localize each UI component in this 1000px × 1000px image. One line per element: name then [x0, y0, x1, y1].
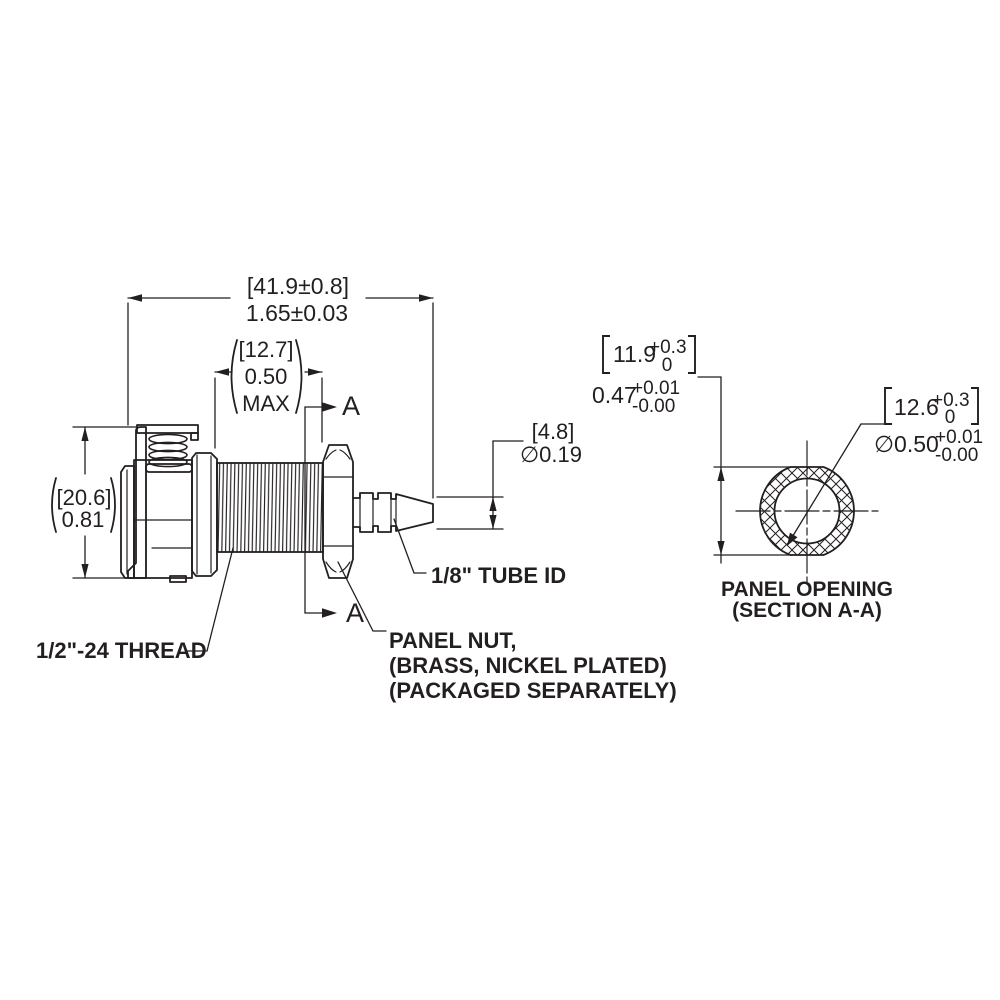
panel-nut-label-line1: PANEL NUT,	[389, 628, 517, 653]
overall-metric: [41.9±0.8]	[246, 273, 350, 299]
tube-id-label: 1/8" TUBE ID	[431, 563, 567, 588]
panel-nut-outline	[323, 445, 353, 578]
body-bottom-tab	[170, 576, 186, 582]
flats-inch-tol-upper: +0.01	[632, 378, 681, 399]
paren-right	[296, 340, 302, 413]
bracket-open	[603, 336, 610, 373]
bracket-open	[885, 388, 892, 424]
coupling-body	[121, 425, 217, 582]
bracket-close	[971, 388, 978, 424]
barb-profile	[353, 493, 433, 532]
section-marker-top: A	[342, 391, 361, 421]
section-caption-line2: (SECTION A-A)	[732, 599, 882, 622]
barb-od-metric: [4.8]	[531, 419, 575, 444]
body-diameter-dimension	[52, 427, 136, 578]
main-view	[36, 273, 677, 703]
flats-inch-tol-lower: -0.00	[632, 396, 676, 417]
panel-nut	[323, 445, 353, 578]
section-caption-line1: PANEL OPENING	[721, 578, 893, 601]
section-arrow-top	[322, 402, 337, 412]
panel-nut-label-line3: (PACKAGED SEPARATELY)	[389, 678, 677, 703]
dia-inch-value: ∅0.50	[874, 431, 939, 457]
flats-metric-tol-upper: +0.3	[649, 337, 687, 358]
thread-section	[217, 463, 323, 552]
overall-inch: 1.65±0.03	[245, 300, 349, 326]
thread-length-metric: [12.7]	[238, 337, 294, 362]
flats-metric-tol-lower: 0	[661, 355, 673, 376]
threads	[217, 463, 323, 552]
section-view	[592, 336, 983, 622]
paren-right	[111, 478, 115, 532]
hose-barb	[353, 493, 433, 532]
section-marker-bottom: A	[346, 598, 365, 628]
flats-inch-value: 0.47	[592, 382, 637, 408]
dia-metric-value: 12.6	[894, 394, 939, 420]
panel-nut-label-line2: (BRASS, NICKEL PLATED)	[389, 653, 667, 678]
thread-length-dimension	[215, 337, 322, 448]
latch-tab	[191, 433, 198, 440]
flats-metric-value: 11.9	[613, 341, 657, 367]
thread-length-qualifier: MAX	[242, 391, 290, 416]
spring	[149, 434, 187, 466]
body-od-inch: 0.81	[61, 507, 105, 532]
dia-metric-tol-lower: 0	[944, 407, 956, 428]
body-block	[134, 460, 192, 578]
thread-spec-label: 1/2"-24 THREAD	[36, 638, 207, 663]
body-od-metric: [20.6]	[56, 485, 112, 510]
dia-metric-tol-upper: +0.3	[932, 390, 970, 411]
barb-diameter-dimension	[437, 419, 582, 529]
caption	[721, 578, 893, 622]
thread-length-inch: 0.50	[244, 364, 288, 389]
latch-plate	[128, 427, 146, 578]
dia-inch-tol-upper: +0.01	[935, 427, 984, 448]
thread-leader	[186, 548, 233, 651]
bracket-close	[688, 336, 695, 373]
paren-left	[232, 340, 238, 413]
barb-od-inch: ∅0.19	[520, 442, 582, 467]
dia-inch-tol-lower: -0.00	[935, 445, 979, 466]
collar-flange	[192, 453, 217, 576]
section-arrow-bottom	[322, 608, 337, 618]
paren-left	[52, 478, 56, 532]
